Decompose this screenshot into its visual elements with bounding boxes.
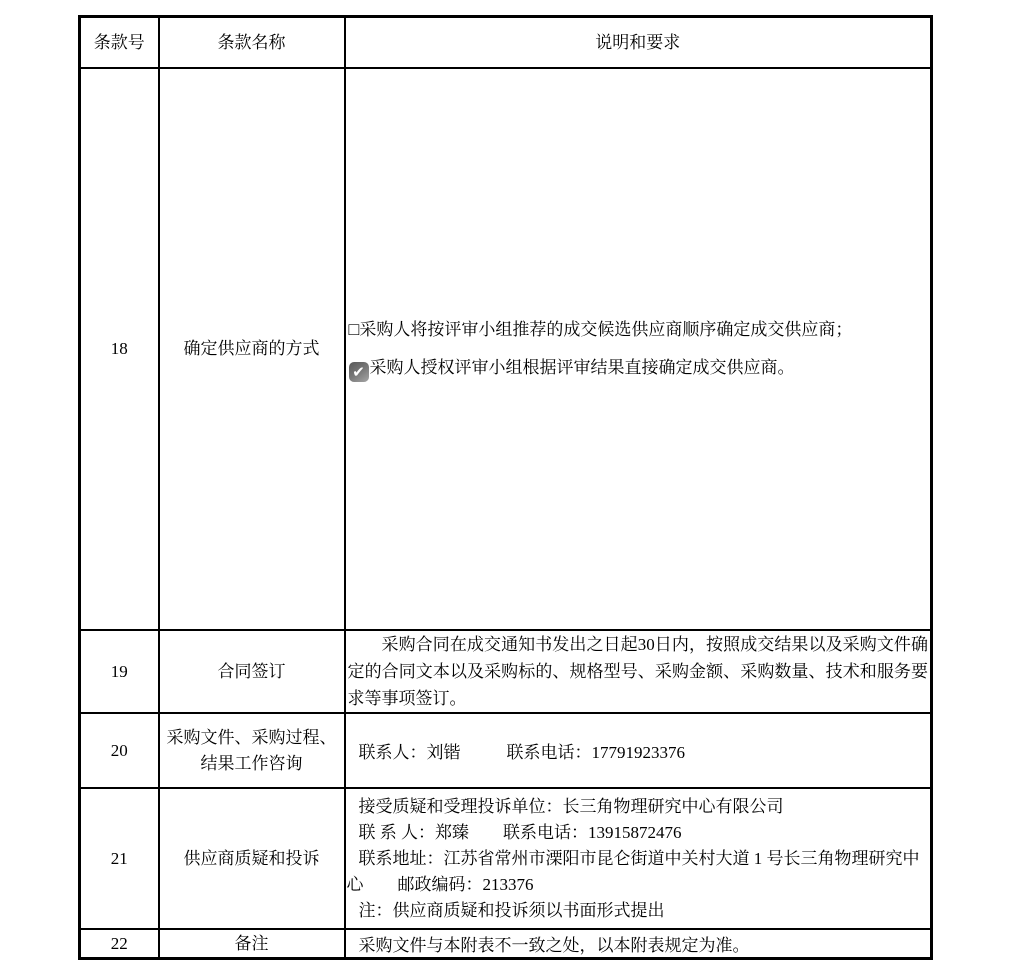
checkbox-checked-icon <box>349 362 369 382</box>
header-clause-no: 条款号 <box>80 17 159 69</box>
table-row-clause-21 <box>80 788 932 929</box>
clause-no: 20 <box>80 713 159 788</box>
supplier-option-unselected <box>349 317 928 342</box>
header-description: 说明和要求 <box>345 17 932 69</box>
option1-text: 采购人将按评审小组推荐的成交候选供应商顺序确定成交供应商； <box>359 319 853 339</box>
contact-phone: 联系电话：17791923376 <box>506 743 685 762</box>
remark-text: 采购文件与本附表不一致之处，以本附表规定为准。 <box>358 936 750 955</box>
contract-signing-text: 采购合同在成交通知书发出之日起30日内，按照成交结果以及采购文件确定的合同文本以及采购标的、规格型号、采购金额、采购数量、技术和服务要求等事项签订。 <box>347 635 928 708</box>
clause-name: 采购文件、采购过程、结果工作咨询 <box>159 713 345 788</box>
clause-no: 22 <box>80 929 159 959</box>
clause-description <box>345 929 932 959</box>
table-row-clause-18 <box>80 68 932 630</box>
complaint-note-line: 注：供应商质疑和投诉须以书面形式提出 <box>358 900 665 920</box>
clause-description <box>345 713 932 788</box>
table-row-clause-19 <box>80 630 932 713</box>
table-row-clause-22 <box>80 929 932 959</box>
option2-text: 采购人授权评审小组根据评审结果直接确定成交供应商。 <box>369 357 795 377</box>
clause-description <box>345 788 932 929</box>
clause-no: 21 <box>80 788 159 929</box>
clause-description <box>345 68 932 630</box>
complaint-address-line: 联系地址：江苏省常州市溧阳市昆仑街道中关村大道 1 号长三角物理研究中心 邮政编码：213376 <box>346 848 920 894</box>
complaint-unit-line: 接受质疑和受理投诉单位：长三角物理研究中心有限公司 <box>358 796 784 816</box>
clause-no: 18 <box>80 68 159 630</box>
table-header-row <box>80 17 932 69</box>
clauses-table <box>78 15 933 960</box>
contact-person: 联系人：刘锴 <box>358 743 461 762</box>
supplier-option-selected <box>349 355 928 382</box>
checkmark-glyph: ✔ <box>352 362 365 381</box>
clause-no: 19 <box>80 630 159 713</box>
table-row-clause-20 <box>80 713 932 788</box>
complaint-contact-line: 联 系 人：郑臻 联系电话：13915872476 <box>358 822 682 842</box>
clause-name: 备注 <box>159 929 345 959</box>
clause-name: 确定供应商的方式 <box>159 68 345 630</box>
checkbox-unchecked-icon: □ <box>348 318 360 339</box>
clause-description <box>345 630 932 713</box>
header-clause-name: 条款名称 <box>159 17 345 69</box>
clause-name: 供应商质疑和投诉 <box>159 788 345 929</box>
clause-name: 合同签订 <box>159 630 345 713</box>
